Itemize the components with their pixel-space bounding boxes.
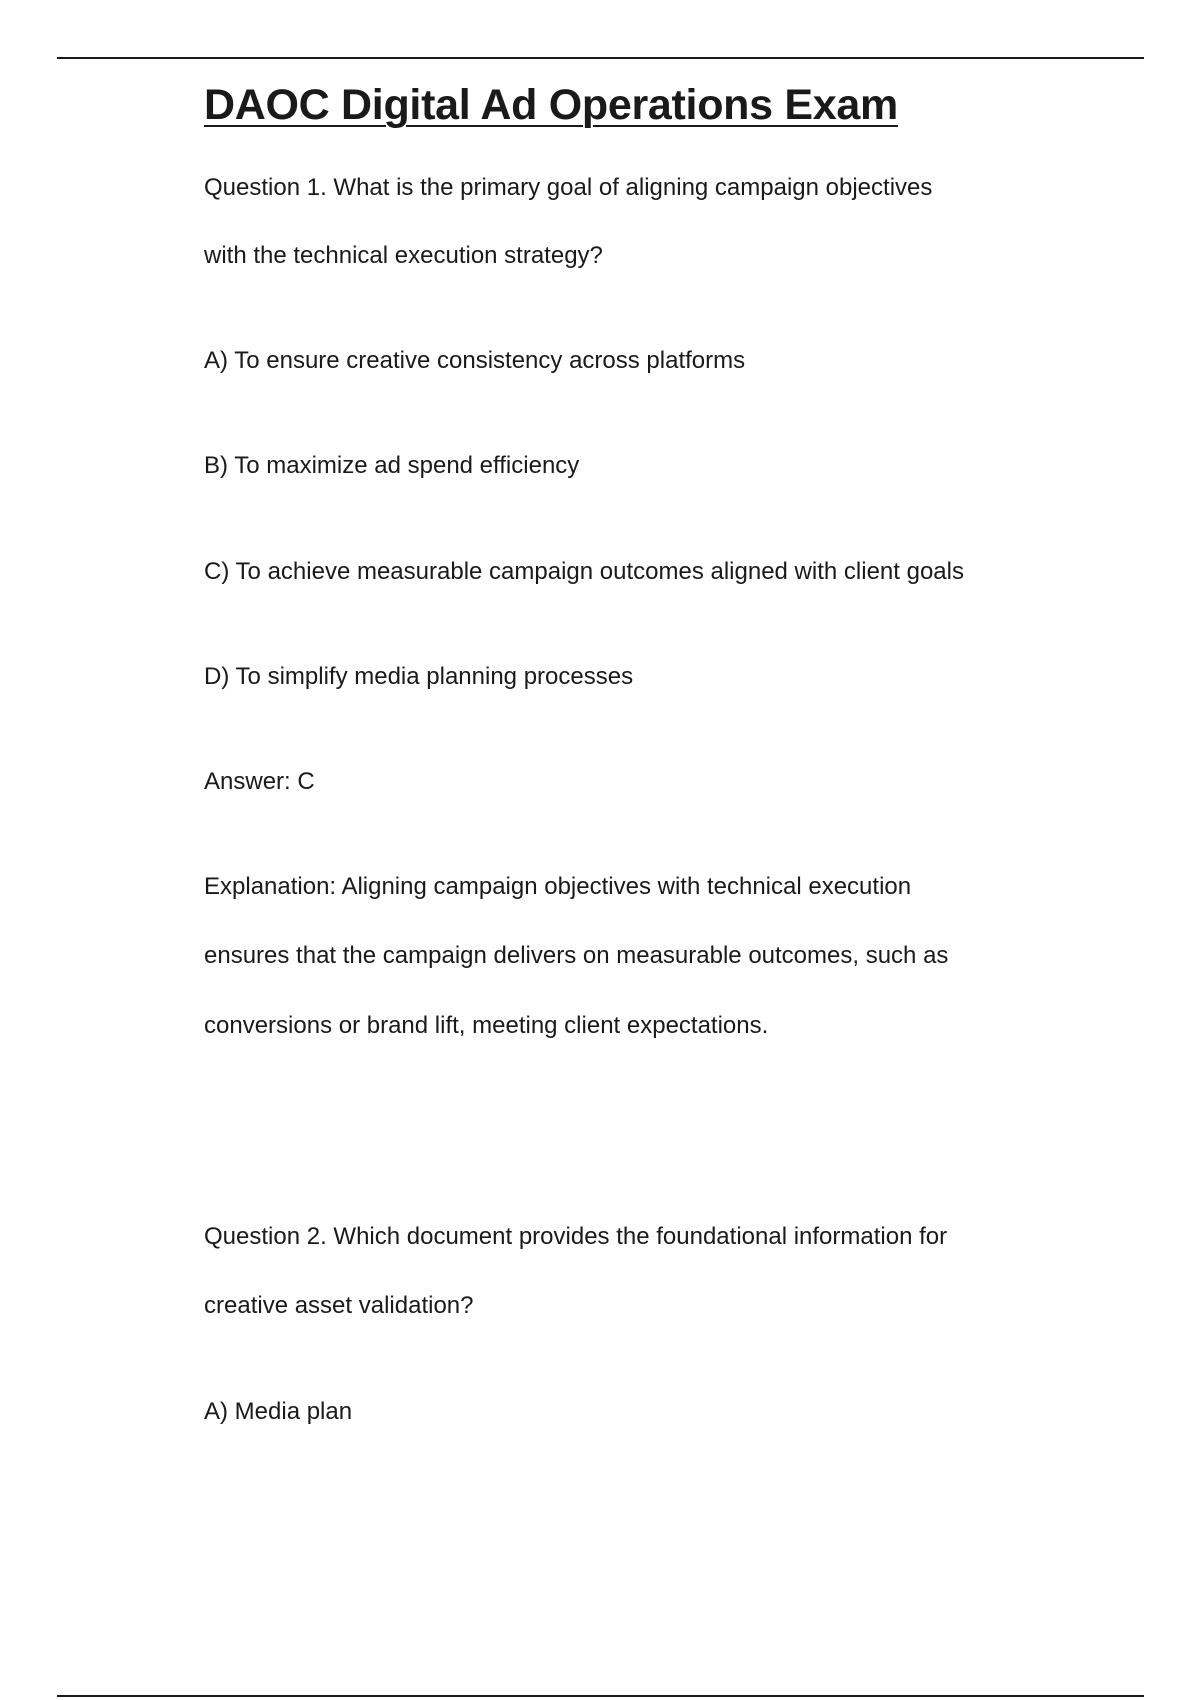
question-1-explanation-line-3: conversions or brand lift, meeting client expectations. [204,1012,769,1039]
question-1-option-a: A) To ensure creative consistency across platforms [204,347,746,374]
question-1-answer: Answer: C [204,768,315,795]
question-1-text-line-2: with the technical execution strategy? [204,242,603,269]
question-1-option-b: B) To maximize ad spend efficiency [204,452,580,479]
question-2-text-line-2: creative asset validation? [204,1292,474,1319]
question-2-text-line-1: Question 2. Which document provides the foundational information for [204,1223,948,1250]
question-2-option-a: A) Media plan [204,1398,353,1425]
question-1-explanation-line-1: Explanation: Aligning campaign objectives with technical execution [204,873,912,900]
question-1-option-c: C) To achieve measurable campaign outcomes aligned with client goals [204,558,964,585]
question-1-text-line-1: Question 1. What is the primary goal of aligning campaign objectives [204,174,933,201]
question-1-option-d: D) To simplify media planning processes [204,663,634,690]
page-title: DAOC Digital Ad Operations Exam [204,81,898,129]
question-1-explanation-line-2: ensures that the campaign delivers on measurable outcomes, such as [204,942,949,969]
header-rule [57,57,1144,59]
footer-rule [57,1695,1144,1697]
